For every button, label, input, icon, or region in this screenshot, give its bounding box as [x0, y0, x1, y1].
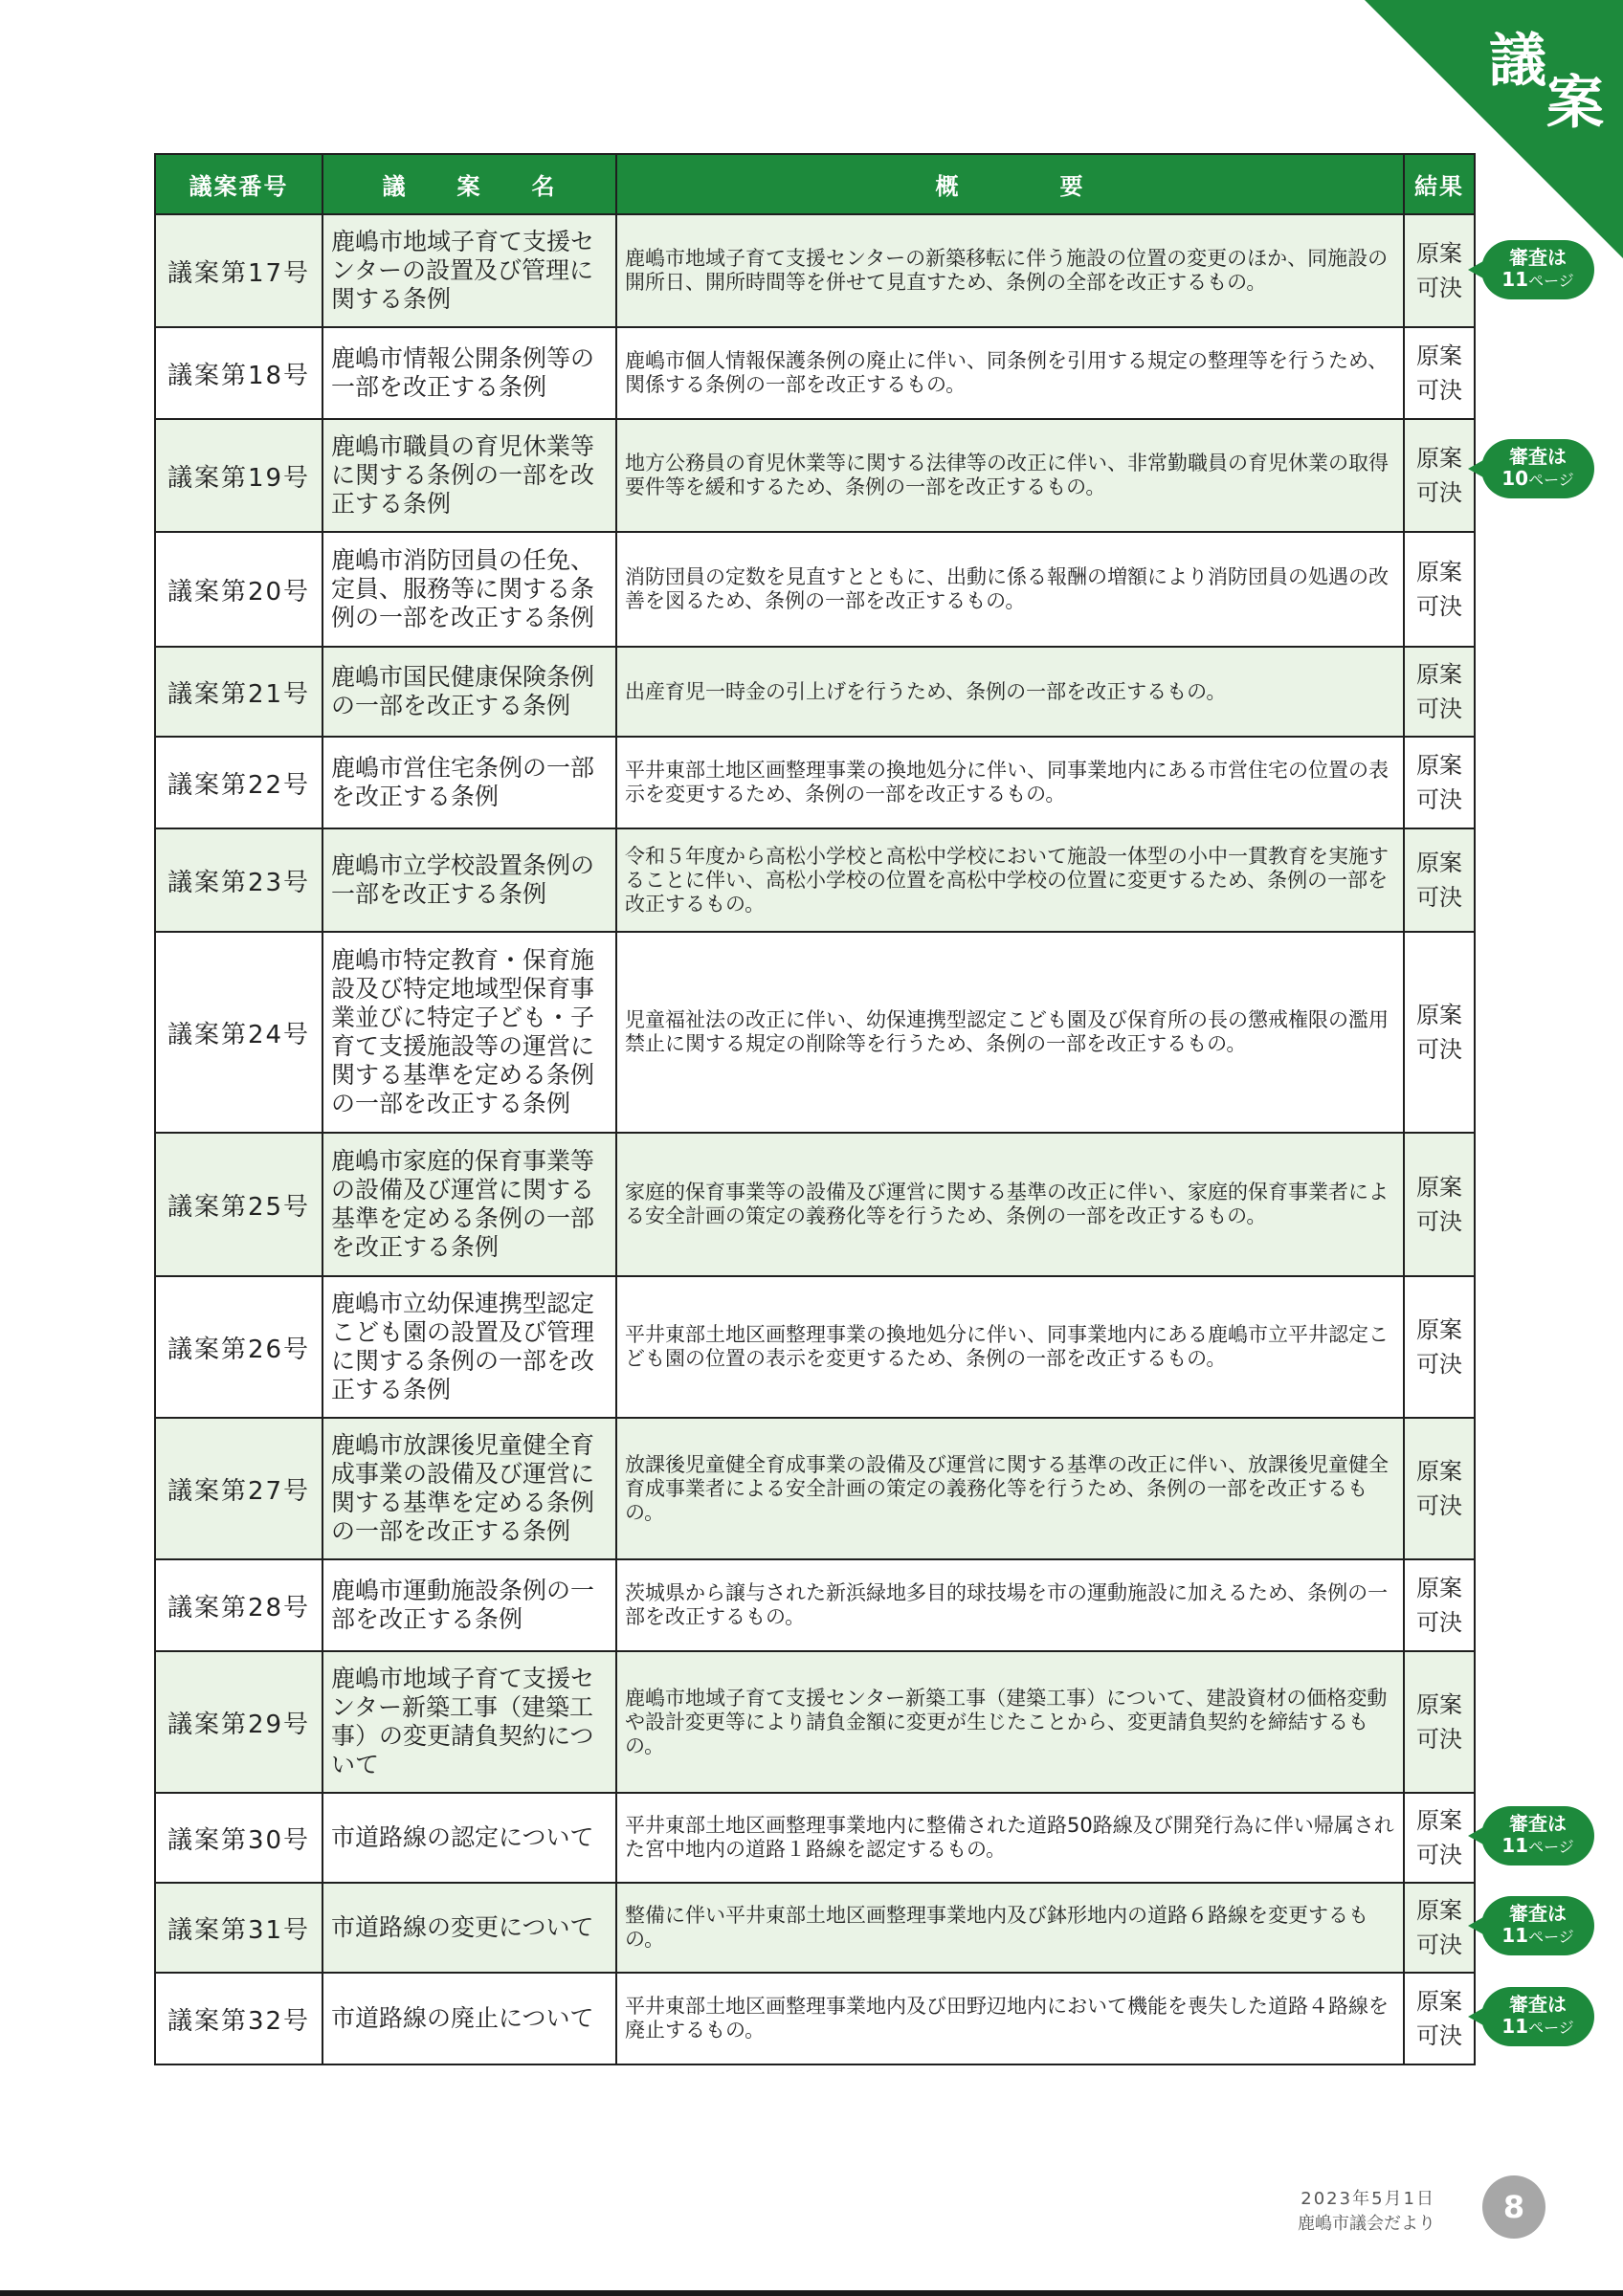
bill-summary: 平井東部土地区画整理事業地内に整備された道路50路線及び開発行為に伴い帰属された宮中地内の道路１路線を認定するもの。: [616, 1793, 1404, 1883]
bill-summary: 平井東部土地区画整理事業地内及び田野辺地内において機能を喪失した道路４路線を廃止するもの。: [616, 1973, 1404, 2064]
bill-result: [1404, 932, 1475, 1133]
result-line2: 可決: [1416, 1208, 1462, 1235]
table-row: [155, 1559, 1475, 1651]
table-row: [155, 327, 1475, 419]
table-row: [155, 737, 1475, 828]
bill-summary: 児童福祉法の改正に伴い、幼保連携型認定こども園及び保育所の長の懲戒権限の濫用禁止に関する規定の削除等を行うため、条例の一部を改正するもの。: [616, 932, 1404, 1133]
result-line1: 原案: [1416, 1807, 1462, 1834]
bill-number: 議案第24号: [155, 932, 322, 1133]
result-line1: 原案: [1416, 752, 1462, 779]
result-line1: 原案: [1416, 559, 1462, 585]
bill-name: 鹿嶋市家庭的保育事業等の設備及び運営に関する基準を定める条例の一部を改正する条例: [322, 1133, 616, 1276]
table-row: [155, 1883, 1475, 1973]
bill-number: 議案第27号: [155, 1418, 322, 1559]
result-line2: 可決: [1416, 479, 1462, 506]
bill-name: 鹿嶋市国民健康保険条例の一部を改正する条例: [322, 647, 616, 737]
result-line1: 原案: [1416, 661, 1462, 688]
review-page-tag: [1481, 1806, 1594, 1866]
bill-number: 議案第17号: [155, 214, 322, 327]
bill-result: [1404, 1559, 1475, 1651]
bill-name: 鹿嶋市特定教育・保育施設及び特定地域型保育事業並びに特定子ども・子育て支援施設等の運営に関する基準を定める条例の一部を改正する条例: [322, 932, 616, 1133]
bill-result: [1404, 1418, 1475, 1559]
review-tag-unit: ページ: [1528, 1838, 1574, 1856]
table-row: [155, 1133, 1475, 1276]
bill-number: 議案第19号: [155, 419, 322, 532]
result-line1: 原案: [1416, 1316, 1462, 1343]
bottom-rule: [0, 2290, 1623, 2296]
page-number: 8: [1482, 2175, 1545, 2239]
result-line1: 原案: [1416, 1575, 1462, 1601]
result-line1: 原案: [1416, 445, 1462, 472]
bill-result: [1404, 419, 1475, 532]
review-tag-page: 11: [1501, 2015, 1529, 2038]
result-line2: 可決: [1416, 377, 1462, 404]
header-number: 議案番号: [155, 154, 322, 214]
table-row: [155, 932, 1475, 1133]
bill-summary: 平井東部土地区画整理事業の換地処分に伴い、同事業地内にある市営住宅の位置の表示を変更するため、条例の一部を改正するもの。: [616, 737, 1404, 828]
publication-name: 鹿嶋市議会だより: [1298, 2214, 1435, 2234]
review-page-tag: [1481, 1987, 1594, 2046]
bill-result: [1404, 532, 1475, 647]
bill-result: [1404, 737, 1475, 828]
result-line2: 可決: [1416, 786, 1462, 813]
result-line2: 可決: [1416, 2022, 1462, 2049]
table-row: [155, 1793, 1475, 1883]
bill-number: 議案第25号: [155, 1133, 322, 1276]
review-tag-text: 審査は: [1509, 246, 1567, 269]
result-line1: 原案: [1416, 1174, 1462, 1201]
result-line2: 可決: [1416, 1842, 1462, 1868]
header-name: 議 案 名: [322, 154, 616, 214]
bill-name: 鹿嶋市情報公開条例等の一部を改正する条例: [322, 327, 616, 419]
review-tag-unit: ページ: [1528, 471, 1574, 489]
result-line1: 原案: [1416, 342, 1462, 369]
bill-number: 議案第21号: [155, 647, 322, 737]
table-row: [155, 419, 1475, 532]
bill-number: 議案第28号: [155, 1559, 322, 1651]
bills-table: [154, 153, 1476, 2065]
review-tag-page: 11: [1501, 1924, 1529, 1947]
bill-name: 鹿嶋市地域子育て支援センター新築工事（建築工事）の変更請負契約について: [322, 1651, 616, 1793]
review-page-tag: [1481, 1896, 1594, 1955]
bill-name: 市道路線の変更について: [322, 1883, 616, 1973]
bill-result: [1404, 828, 1475, 932]
bill-summary: 地方公務員の育児休業等に関する法律等の改正に伴い、非常勤職員の育児休業の取得要件等を緩和するため、条例の一部を改正するもの。: [616, 419, 1404, 532]
review-tag-page: 10: [1501, 467, 1529, 490]
bill-name: 鹿嶋市立幼保連携型認定こども園の設置及び管理に関する条例の一部を改正する条例: [322, 1276, 616, 1418]
result-line1: 原案: [1416, 1458, 1462, 1485]
bill-number: 議案第30号: [155, 1793, 322, 1883]
result-line1: 原案: [1416, 1988, 1462, 2015]
bill-summary: 出産育児一時金の引上げを行うため、条例の一部を改正するもの。: [616, 647, 1404, 737]
result-line1: 原案: [1416, 240, 1462, 267]
bill-name: 鹿嶋市放課後児童健全育成事業の設備及び運営に関する基準を定める条例の一部を改正する条例: [322, 1418, 616, 1559]
bill-summary: 鹿嶋市地域子育て支援センター新築工事（建築工事）について、建設資材の価格変動や設計変更等により請負金額に変更が生じたことから、変更請負契約を締結するもの。: [616, 1651, 1404, 1793]
bill-name: 鹿嶋市職員の育児休業等に関する条例の一部を改正する条例: [322, 419, 616, 532]
table-row: [155, 1973, 1475, 2064]
result-line2: 可決: [1416, 275, 1462, 301]
bill-result: [1404, 1133, 1475, 1276]
bill-result: [1404, 1276, 1475, 1418]
bill-result: [1404, 1883, 1475, 1973]
result-line1: 原案: [1416, 1002, 1462, 1028]
table-row: [155, 647, 1475, 737]
result-line2: 可決: [1416, 695, 1462, 722]
result-line2: 可決: [1416, 1609, 1462, 1636]
bill-result: [1404, 214, 1475, 327]
result-line2: 可決: [1416, 884, 1462, 911]
bill-name: 鹿嶋市消防団員の任免、定員、服務等に関する条例の一部を改正する条例: [322, 532, 616, 647]
bill-result: [1404, 647, 1475, 737]
bill-number: 議案第29号: [155, 1651, 322, 1793]
bill-summary: 鹿嶋市個人情報保護条例の廃止に伴い、同条例を引用する規定の整理等を行うため、関係する条例の一部を改正するもの。: [616, 327, 1404, 419]
table-row: [155, 1276, 1475, 1418]
table-header-row: [155, 154, 1475, 214]
review-tag-text: 審査は: [1509, 445, 1567, 468]
bill-summary: 整備に伴い平井東部土地区画整理事業地内及び鉢形地内の道路６路線を変更するもの。: [616, 1883, 1404, 1973]
result-line1: 原案: [1416, 850, 1462, 876]
bill-number: 議案第18号: [155, 327, 322, 419]
review-tag-unit: ページ: [1528, 1928, 1574, 1946]
review-page-tag: [1481, 439, 1594, 498]
review-tag-unit: ページ: [1528, 2019, 1574, 2037]
result-line2: 可決: [1416, 1726, 1462, 1753]
bill-number: 議案第20号: [155, 532, 322, 647]
bill-summary: 家庭的保育事業等の設備及び運営に関する基準の改正に伴い、家庭的保育事業者による安全計画の策定の義務化等を行うため、条例の一部を改正するもの。: [616, 1133, 1404, 1276]
table-row: [155, 214, 1475, 327]
result-line2: 可決: [1416, 593, 1462, 620]
review-tag-page: 11: [1501, 268, 1529, 291]
result-line2: 可決: [1416, 1492, 1462, 1519]
review-tag-text: 審査は: [1509, 1812, 1567, 1835]
section-label-line1: 議: [1489, 28, 1546, 95]
bill-summary: 鹿嶋市地域子育て支援センターの新築移転に伴う施設の位置の変更のほか、同施設の開所日、開所時間等を併せて見直すため、条例の全部を改正するもの。: [616, 214, 1404, 327]
bill-number: 議案第23号: [155, 828, 322, 932]
bill-summary: 放課後児童健全育成事業の設備及び運営に関する基準の改正に伴い、放課後児童健全育成事業者による安全計画の策定の義務化等を行うため、条例の一部を改正するもの。: [616, 1418, 1404, 1559]
review-tag-text: 審査は: [1509, 1993, 1567, 2016]
bill-result: [1404, 1973, 1475, 2064]
review-page-tag: [1481, 240, 1594, 299]
bill-number: 議案第26号: [155, 1276, 322, 1418]
review-tag-text: 審査は: [1509, 1902, 1567, 1925]
result-line1: 原案: [1416, 1897, 1462, 1924]
table-row: [155, 1651, 1475, 1793]
table-row: [155, 532, 1475, 647]
bill-name: 鹿嶋市営住宅条例の一部を改正する条例: [322, 737, 616, 828]
review-tag-unit: ページ: [1528, 272, 1574, 290]
table-row: [155, 828, 1475, 932]
issue-date: 2023年5月1日: [1301, 2189, 1435, 2209]
bill-name: 市道路線の廃止について: [322, 1973, 616, 2064]
bill-summary: 平井東部土地区画整理事業の換地処分に伴い、同事業地内にある鹿嶋市立平井認定こども園の位置の表示を変更するため、条例の一部を改正するもの。: [616, 1276, 1404, 1418]
header-result: 結果: [1404, 154, 1475, 214]
bill-number: 議案第32号: [155, 1973, 322, 2064]
review-tag-page: 11: [1501, 1834, 1529, 1857]
header-summary: 概 要: [616, 154, 1404, 214]
result-line2: 可決: [1416, 1351, 1462, 1378]
result-line2: 可決: [1416, 1036, 1462, 1063]
bill-name: 市道路線の認定について: [322, 1793, 616, 1883]
bill-number: 議案第31号: [155, 1883, 322, 1973]
bill-number: 議案第22号: [155, 737, 322, 828]
bill-name: 鹿嶋市運動施設条例の一部を改正する条例: [322, 1559, 616, 1651]
table-row: [155, 1418, 1475, 1559]
bill-result: [1404, 327, 1475, 419]
bill-result: [1404, 1651, 1475, 1793]
bill-summary: 消防団員の定数を見直すとともに、出動に係る報酬の増額により消防団員の処遇の改善を図るため、条例の一部を改正するもの。: [616, 532, 1404, 647]
result-line2: 可決: [1416, 1932, 1462, 1958]
result-line1: 原案: [1416, 1691, 1462, 1718]
bill-summary: 令和５年度から高松小学校と高松中学校において施設一体型の小中一貫教育を実施することに伴い、高松小学校の位置を高松中学校の位置に変更するため、条例の一部を改正するもの。: [616, 828, 1404, 932]
section-label-line2: 案: [1546, 70, 1604, 137]
bill-name: 鹿嶋市地域子育て支援センターの設置及び管理に関する条例: [322, 214, 616, 327]
bill-result: [1404, 1793, 1475, 1883]
bill-summary: 茨城県から譲与された新浜緑地多目的球技場を市の運動施設に加えるため、条例の一部を改正するもの。: [616, 1559, 1404, 1651]
bill-name: 鹿嶋市立学校設置条例の一部を改正する条例: [322, 828, 616, 932]
